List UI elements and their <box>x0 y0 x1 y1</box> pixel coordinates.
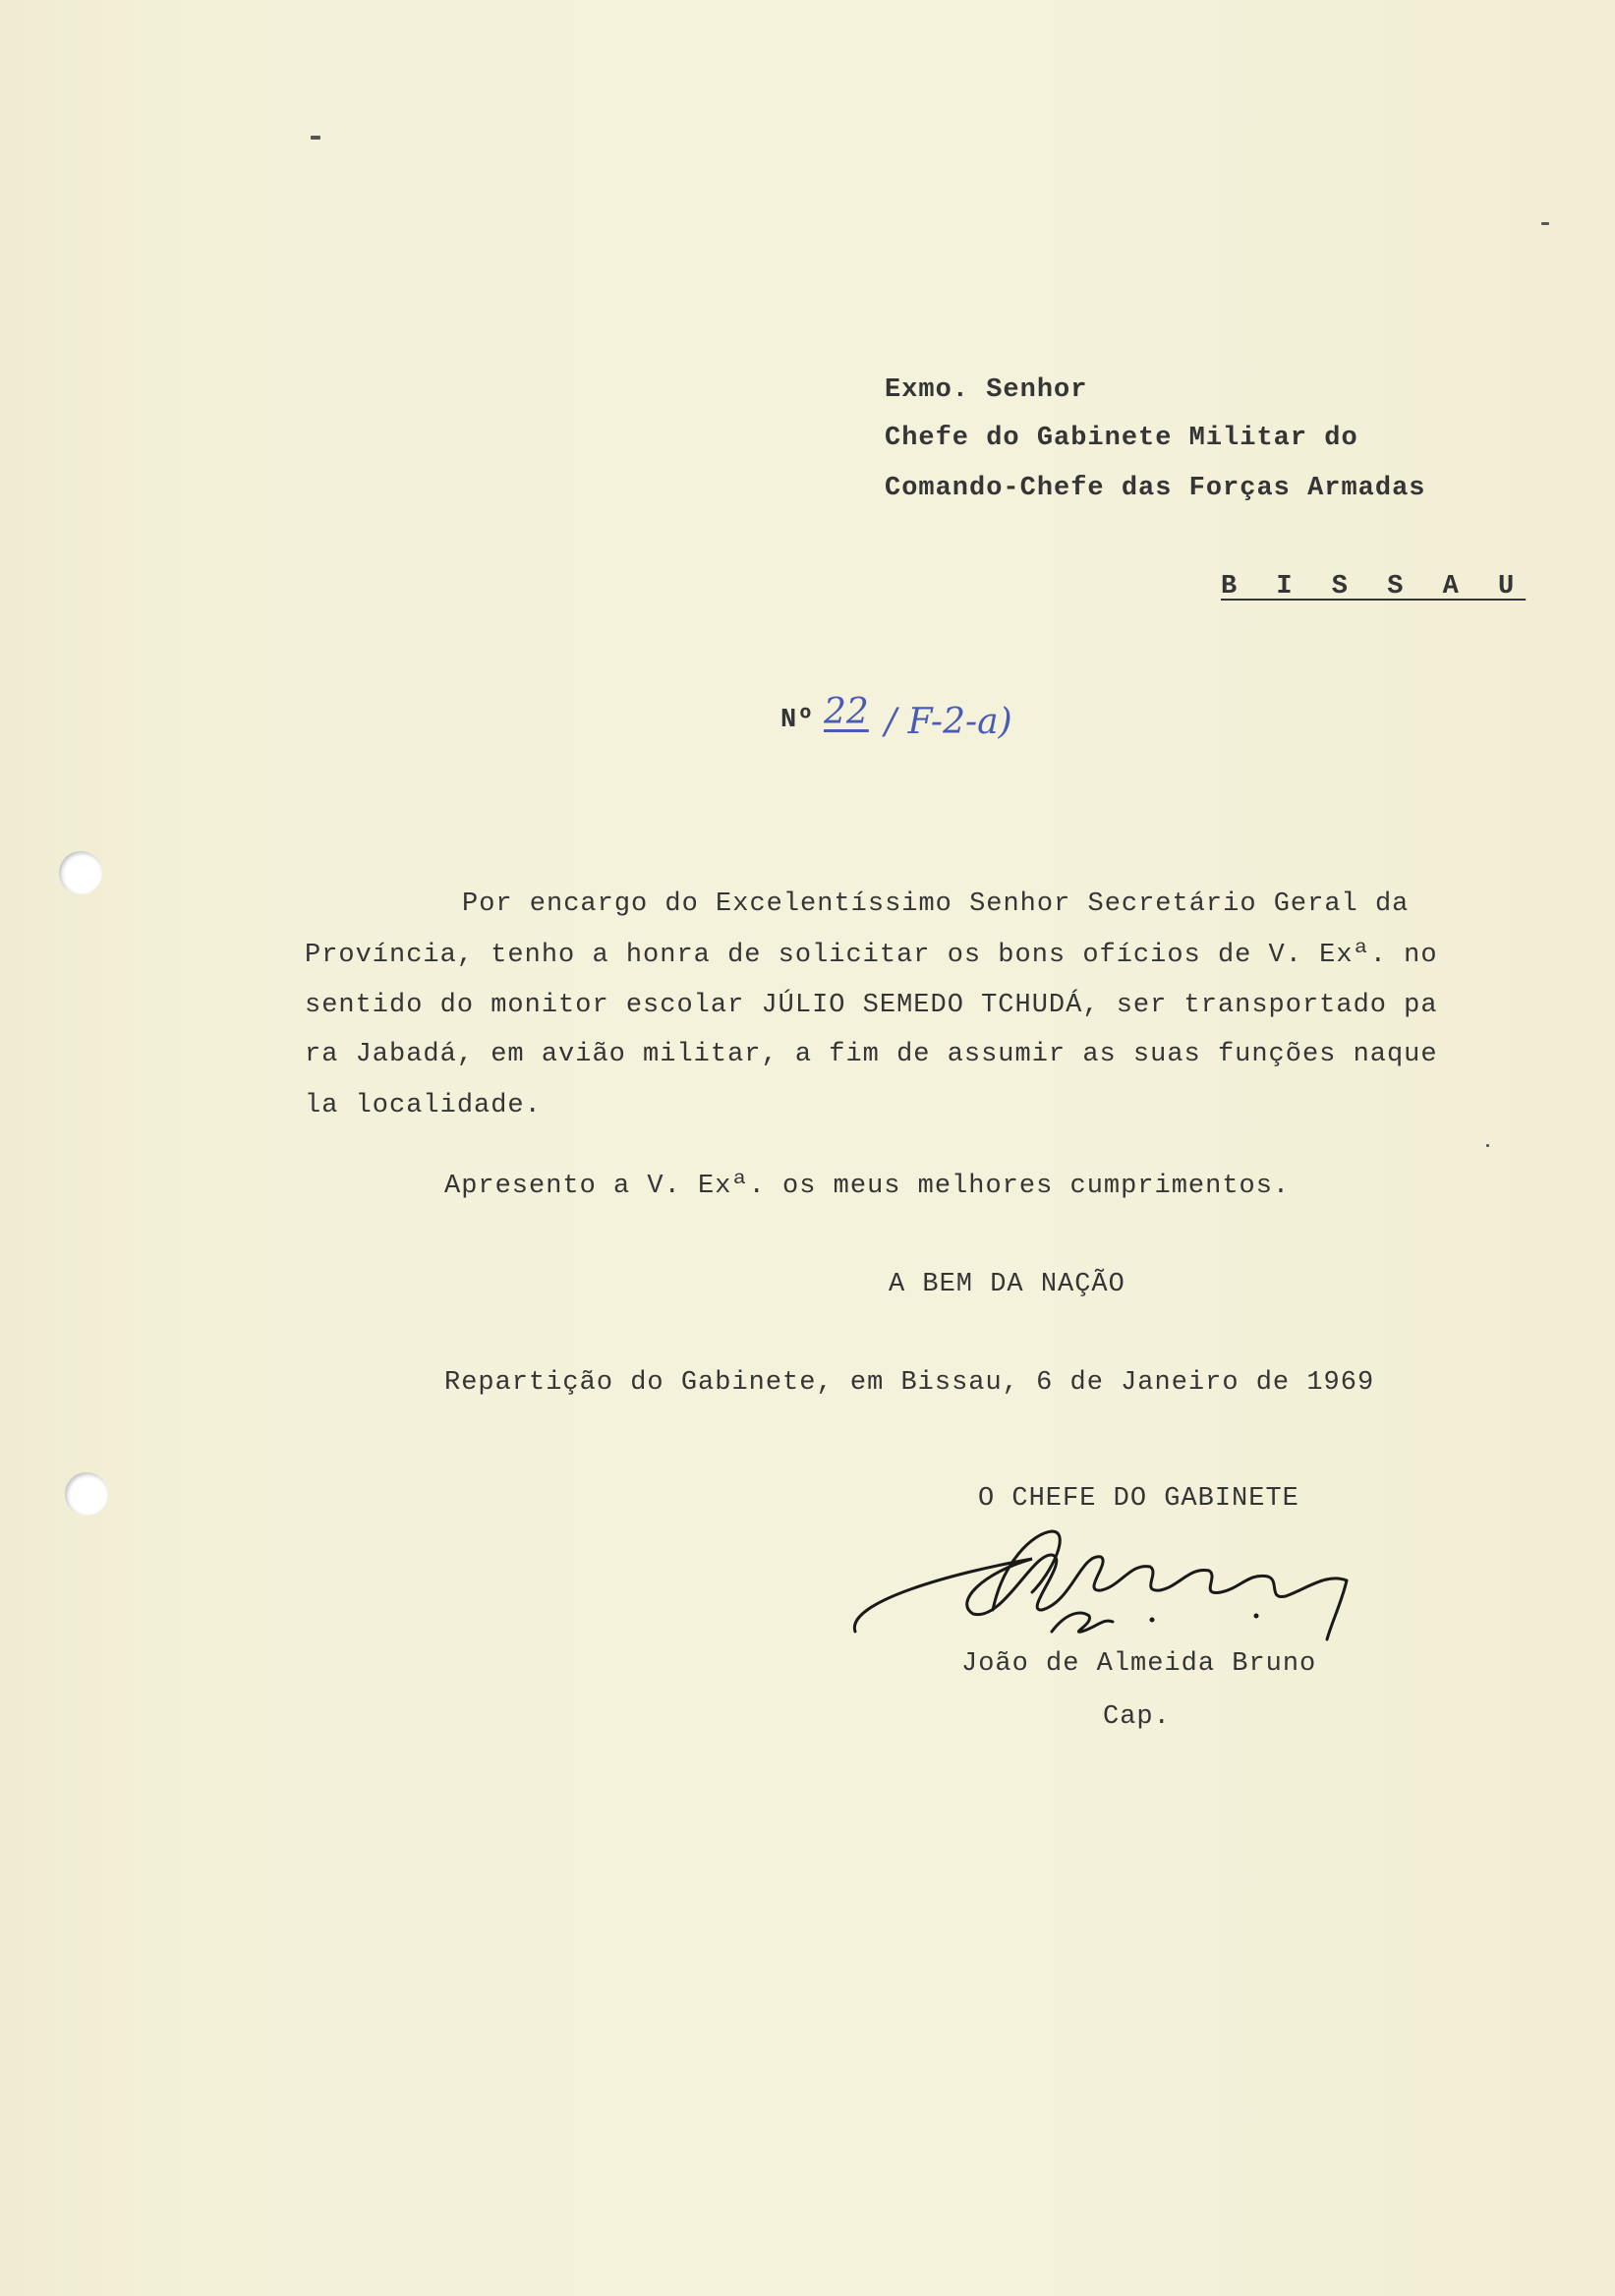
handwritten-signature <box>836 1494 1386 1661</box>
signatory-name: João de Almeida Bruno <box>961 1649 1317 1679</box>
reference-code: / F-2-a) <box>885 702 1012 742</box>
closing-greeting: Apresento a V. Exª. os meus melhores cumprimentos. <box>444 1172 1291 1201</box>
addressee-line-2: Chefe do Gabinete Militar do <box>885 424 1358 453</box>
body-paragraph-line: Província, tenho a honra de solicitar os bons ofícios de V. Exª. no <box>305 941 1438 970</box>
addressee-line-1: Exmo. Senhor <box>885 375 1088 405</box>
body-paragraph-line: la localidade. <box>305 1091 542 1120</box>
addressee-city: B I S S A U <box>1221 572 1527 602</box>
punch-hole-top <box>59 851 102 894</box>
paper-speck <box>1541 222 1549 225</box>
date-line: Repartição do Gabinete, em Bissau, 6 de Janeiro de 1969 <box>444 1368 1375 1398</box>
body-paragraph-line: sentido do monitor escolar JÚLIO SEMEDO TCHUDÁ, ser transportado pa <box>305 991 1438 1020</box>
addressee-line-3: Comando-Chefe das Forças Armadas <box>885 474 1426 503</box>
motto: A BEM DA NAÇÃO <box>889 1270 1125 1299</box>
signatory-rank: Cap. <box>1103 1702 1171 1732</box>
paper-speck <box>311 136 320 140</box>
body-paragraph-line: ra Jabadá, em avião militar, a fim de assumir as suas funções naque <box>305 1040 1438 1069</box>
signatory-title: O CHEFE DO GABINETE <box>978 1484 1299 1514</box>
reference-prefix: Nº <box>780 706 815 735</box>
paper-speck <box>1486 1144 1489 1147</box>
reference-number: 22 <box>824 692 869 732</box>
body-paragraph-line: Por encargo do Excelentíssimo Senhor Secretário Geral da <box>462 890 1410 919</box>
punch-hole-bottom <box>65 1472 108 1516</box>
